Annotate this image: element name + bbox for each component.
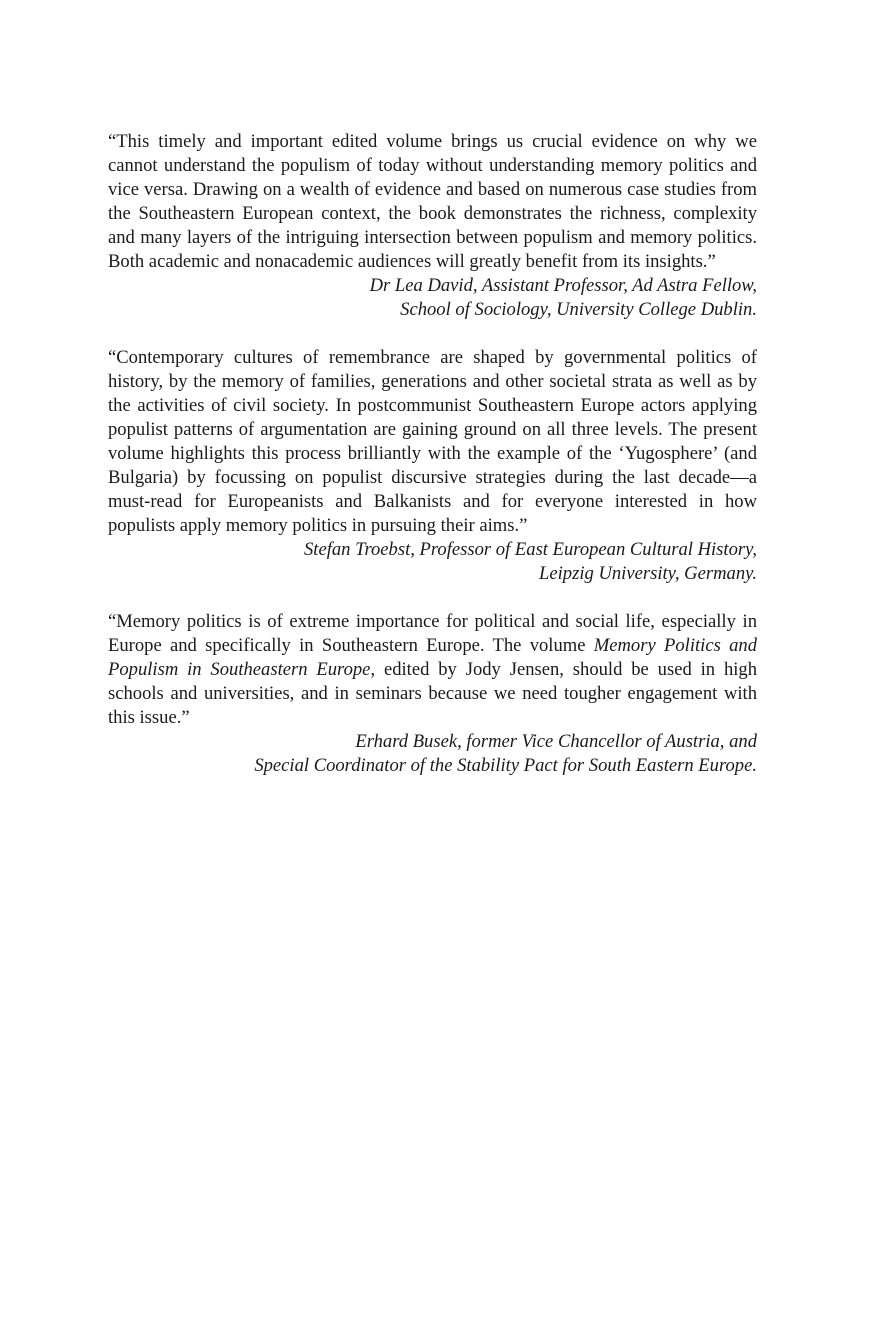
attribution-line: School of Sociology, University College Dublin. bbox=[400, 299, 757, 320]
endorsement-quote: “Contemporary cultures of remembrance are shaped by governmental politics of history, by the memory of families, generations and other societal strata as well as by the activities of civil society. In postcommunist Southeastern Europe actors applying populist patterns of argumentation are gaining ground on all three levels. The present volume highlights this process brilliantly with the example of the ‘Yugosphere’ (and Bulgaria) by focussing on populist discursive strategies during the last decade—a must-read for Europeanists and Balkanists and for everyone interested in how populists apply memory politics in pursuing their aims.” bbox=[108, 347, 757, 536]
attribution-line: Stefan Troebst, Professor of East European Cultural History, bbox=[304, 539, 757, 560]
attribution-line: Dr Lea David, Assistant Professor, Ad Astra Fellow, bbox=[369, 275, 757, 296]
endorsement-troebst bbox=[108, 346, 757, 586]
book-title: Memory Politics and Populism in Southeastern Europe bbox=[108, 635, 757, 680]
quote-text: “Memory politics is of extreme importance for political and social life, especially in Europe and specifically in Southeastern Europe. The volume bbox=[108, 611, 757, 656]
endorsement-quote: “This timely and important edited volume brings us crucial evidence on why we cannot understand the populism of today without understanding memory politics and vice versa. Drawing on a wealth of evidence and based on numerous case studies from the Southeastern European context, the book demonstrates the richness, complexity and many layers of the intriguing intersection between populism and memory politics. Both academic and nonacademic audiences will greatly benefit from its insights.” bbox=[108, 131, 757, 272]
endorsement-attribution bbox=[108, 274, 757, 322]
endorsement-david bbox=[108, 130, 757, 322]
praise-page bbox=[108, 130, 757, 802]
quote-text: , edited by Jody Jensen, should be used in high schools and universities, and in seminars because we need tougher engagement with this issue.” bbox=[108, 659, 757, 728]
attribution-line: Special Coordinator of the Stability Pact for South Eastern Europe. bbox=[254, 755, 757, 776]
attribution-line: Leipzig University, Germany. bbox=[539, 563, 757, 584]
endorsement-attribution bbox=[108, 730, 757, 778]
endorsement-busek bbox=[108, 610, 757, 778]
endorsement-quote bbox=[108, 610, 757, 730]
endorsement-attribution bbox=[108, 538, 757, 586]
attribution-line: Erhard Busek, former Vice Chancellor of Austria, and bbox=[355, 731, 757, 752]
